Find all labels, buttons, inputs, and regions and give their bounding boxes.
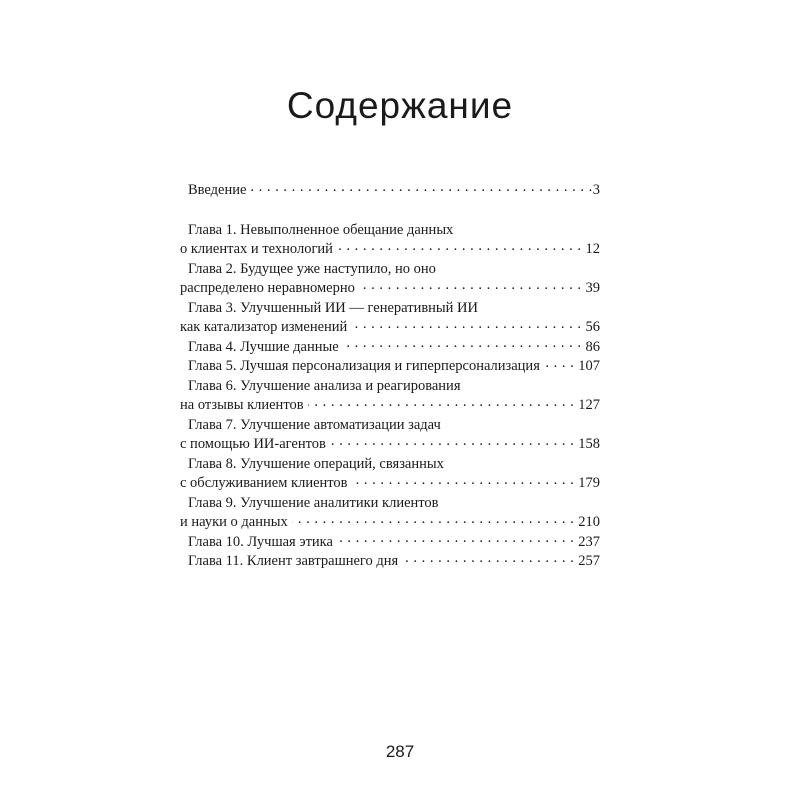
toc-entry-label: Глава 5. Лучшая персонализация и гиперперсонализация bbox=[188, 358, 540, 374]
toc-entry-label-continuation: распределено неравномерно bbox=[180, 280, 355, 296]
toc-entry-chapter-1[interactable] bbox=[180, 221, 600, 260]
dot-leader bbox=[292, 514, 575, 526]
toc-page-number: 56 bbox=[585, 319, 600, 335]
toc-entry-label-continuation: с помощью ИИ-агентов bbox=[180, 436, 326, 452]
toc-entry-label-continuation: и науки о данных bbox=[180, 514, 288, 530]
dot-leader bbox=[308, 397, 575, 409]
toc-page-number: 210 bbox=[578, 514, 600, 530]
dot-leader bbox=[351, 319, 581, 331]
toc-entry-label-continuation: о клиентах и технологий bbox=[180, 241, 333, 257]
dot-leader bbox=[544, 358, 574, 370]
toc-page-number: 127 bbox=[578, 397, 600, 413]
dot-leader bbox=[402, 553, 574, 565]
toc-page-number: 158 bbox=[578, 436, 600, 452]
toc-entry-label-continuation: с обслуживанием клиентов bbox=[180, 475, 348, 491]
toc-entry-label: Глава 10. Лучшая этика bbox=[188, 533, 333, 550]
toc-page-number: 107 bbox=[578, 358, 600, 374]
dot-leader bbox=[359, 280, 582, 292]
dot-leader bbox=[248, 182, 592, 194]
toc-entry-label: Глава 6. Улучшение анализа и реагирования bbox=[188, 377, 461, 394]
toc-page-number: 3 bbox=[592, 182, 600, 198]
dot-leader bbox=[330, 436, 574, 448]
toc-entry-chapter-3[interactable] bbox=[180, 299, 600, 338]
toc-page-number: 237 bbox=[578, 533, 600, 550]
toc-entry-label: Глава 8. Улучшение операций, связанных bbox=[188, 455, 444, 472]
toc-entry-label: Глава 9. Улучшение аналитики клиентов bbox=[188, 494, 439, 511]
toc-page-number: 86 bbox=[585, 338, 600, 355]
dot-leader bbox=[337, 241, 582, 253]
toc-entry-chapter-11[interactable] bbox=[180, 552, 600, 572]
page-number-folio: 287 bbox=[385, 742, 415, 761]
toc-entry-label: Глава 11. Клиент завтрашнего дня bbox=[188, 553, 399, 569]
toc-entry-label: Глава 7. Улучшение автоматизации задач bbox=[188, 416, 441, 433]
dot-leader bbox=[352, 475, 575, 487]
dot-leader bbox=[337, 534, 574, 546]
toc-page-number: 12 bbox=[585, 241, 600, 257]
toc-entry-chapter-6[interactable] bbox=[180, 377, 600, 416]
page-title: Содержание bbox=[286, 85, 514, 126]
toc-page-number: 39 bbox=[585, 280, 600, 296]
toc-entry-chapter-4[interactable] bbox=[180, 338, 600, 358]
toc-entry-label: Глава 1. Невыполненное обещание данных bbox=[188, 221, 454, 238]
toc-page-number: 179 bbox=[578, 475, 600, 491]
toc-entry-label: Введение bbox=[188, 182, 247, 198]
toc-entry-label-continuation: на отзывы клиентов bbox=[180, 397, 304, 413]
toc-entry-chapter-8[interactable] bbox=[180, 455, 600, 494]
toc-entry-chapter-5[interactable] bbox=[180, 357, 600, 377]
toc-entry-label: Глава 4. Лучшие данные bbox=[188, 338, 339, 355]
toc-entry-introduction[interactable] bbox=[180, 181, 600, 201]
toc-entry-chapter-7[interactable] bbox=[180, 416, 600, 455]
toc-page-number: 257 bbox=[578, 553, 600, 569]
toc-entry-label: Глава 3. Улучшенный ИИ — генеративный ИИ bbox=[188, 299, 478, 316]
toc-entry-chapter-10[interactable] bbox=[180, 533, 600, 553]
toc-entry-label: Глава 2. Будущее уже наступило, но оно bbox=[188, 260, 436, 277]
dot-leader bbox=[343, 339, 582, 351]
table-of-contents bbox=[180, 181, 600, 572]
toc-entry-label-continuation: как катализатор изменений bbox=[180, 319, 348, 335]
toc-entry-chapter-2[interactable] bbox=[180, 260, 600, 299]
toc-entry-chapter-9[interactable] bbox=[180, 494, 600, 533]
